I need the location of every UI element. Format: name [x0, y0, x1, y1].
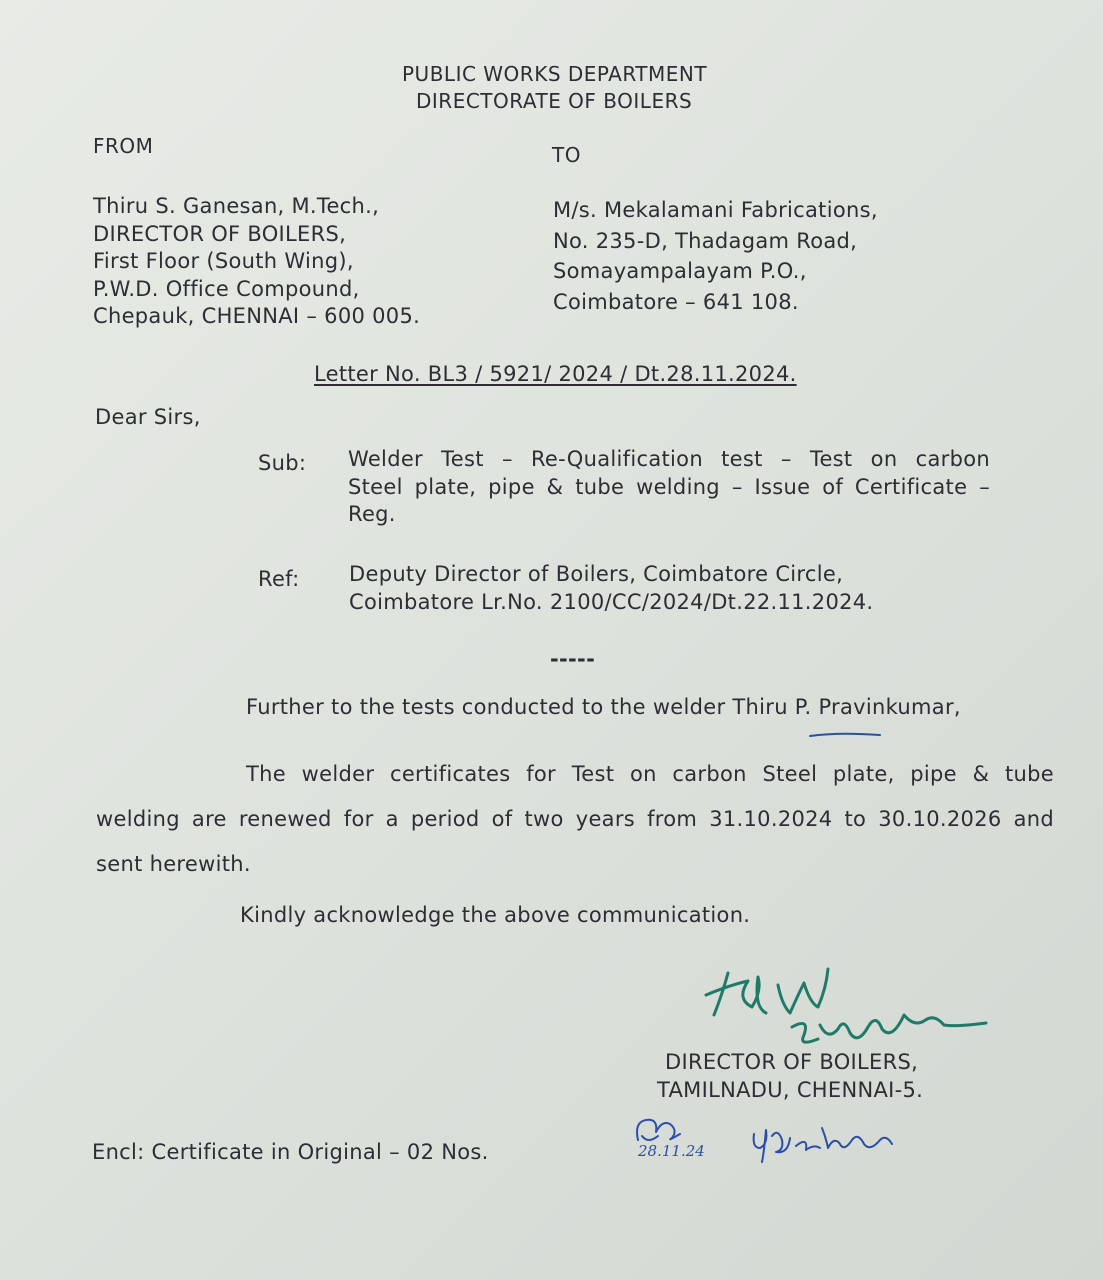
paragraph-2-line: The welder certificates for Test on carbon Steel plate, pipe & tube	[246, 762, 1054, 786]
salutation: Dear Sirs,	[95, 405, 201, 429]
reference-line: Coimbatore Lr.No. 2100/CC/2024/Dt.22.11.2024.	[349, 589, 874, 614]
from-line: Chepauk, CHENNAI – 600 005.	[93, 304, 421, 328]
handwritten-receipt-note	[748, 1118, 898, 1166]
separator: -----	[550, 647, 596, 671]
from-line: First Floor (South Wing),	[93, 249, 354, 273]
from-line: Thiru S. Ganesan, M.Tech.,	[93, 194, 380, 218]
to-line: Somayampalayam P.O.,	[553, 259, 807, 283]
directorate-title: DIRECTORATE OF BOILERS	[416, 89, 693, 113]
handwritten-date: 28.11.24	[638, 1142, 705, 1160]
enclosure-note: Encl: Certificate in Original – 02 Nos.	[92, 1140, 489, 1164]
director-signature	[700, 955, 1000, 1050]
subject-line: Reg.	[348, 502, 396, 526]
paragraph-2-line: sent herewith.	[96, 852, 251, 876]
department-title: PUBLIC WORKS DEPARTMENT	[402, 62, 708, 86]
subject-label: Sub:	[258, 451, 307, 475]
subject-line: Welder Test – Re-Qualification test – Test on carbon	[348, 447, 990, 471]
signatory-title: DIRECTOR OF BOILERS,	[665, 1050, 919, 1074]
to-address	[553, 195, 878, 317]
from-label: FROM	[93, 134, 154, 158]
to-line: Coimbatore – 641 108.	[553, 289, 799, 314]
letter-number: Letter No. BL3 / 5921/ 2024 / Dt.28.11.2024.	[314, 362, 797, 386]
reference-text	[349, 561, 873, 616]
from-line: P.W.D. Office Compound,	[93, 276, 360, 301]
reference-line: Deputy Director of Boilers, Coimbatore Circle,	[349, 562, 844, 586]
to-line: M/s. Mekalamani Fabrications,	[553, 198, 878, 222]
to-label: TO	[552, 143, 581, 167]
from-address	[93, 193, 420, 331]
paragraph-2-line: welding are renewed for a period of two years from 31.10.2024 to 30.10.2026 and	[96, 807, 1054, 831]
to-line: No. 235-D, Thadagam Road,	[553, 228, 858, 253]
pen-underline	[808, 728, 884, 742]
paragraph-2	[96, 752, 1054, 887]
paragraph-1: Further to the tests conducted to the welder Thiru P. Pravinkumar,	[246, 695, 961, 719]
reference-label: Ref:	[258, 567, 300, 591]
paragraph-3: Kindly acknowledge the above communication.	[240, 903, 751, 927]
subject-line: Steel plate, pipe & tube welding – Issue of Certificate –	[348, 474, 990, 499]
signatory-location: TAMILNADU, CHENNAI-5.	[657, 1078, 924, 1102]
subject-text	[348, 446, 990, 529]
from-line: DIRECTOR OF BOILERS,	[93, 221, 347, 246]
